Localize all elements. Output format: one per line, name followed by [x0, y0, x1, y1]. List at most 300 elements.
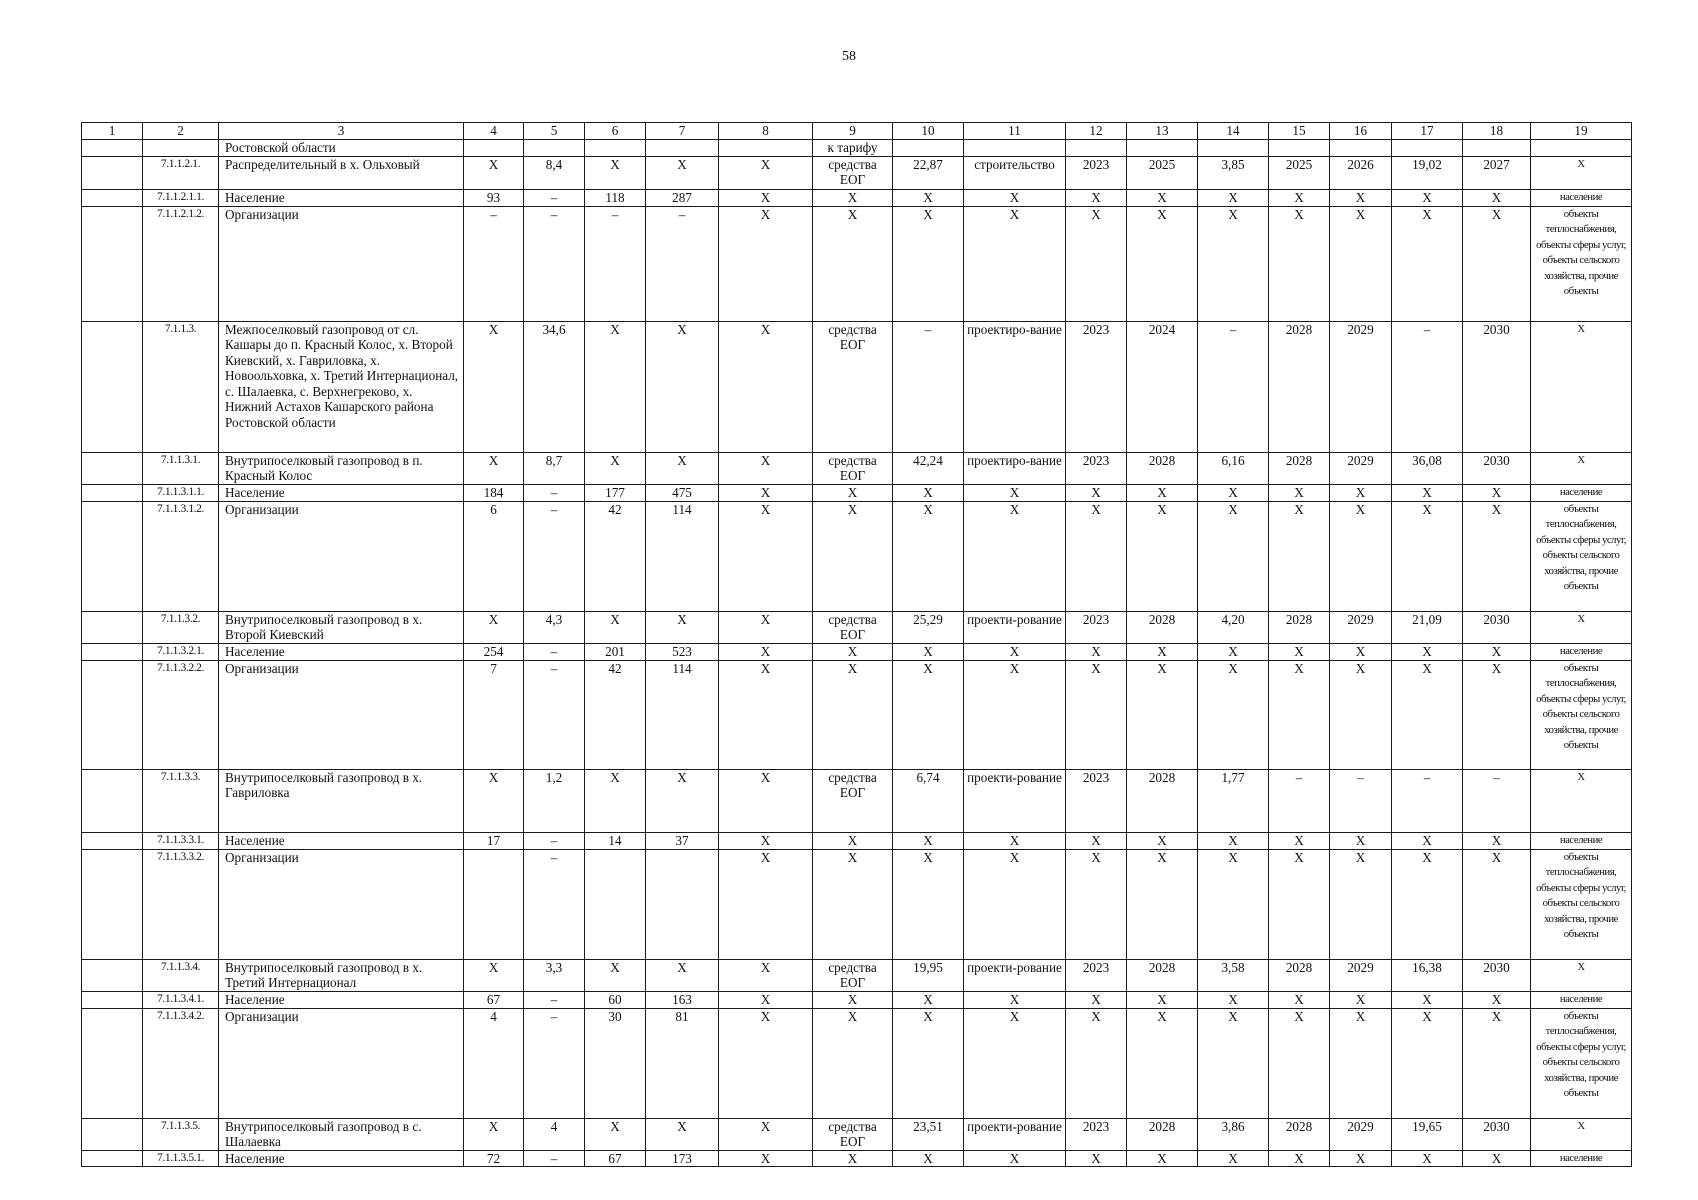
table-cell: X: [719, 959, 813, 991]
table-cell: [143, 139, 219, 156]
table-cell: Внутрипоселковый газопровод в х. Второй Киевский: [219, 611, 464, 643]
table-cell: средства ЕОГ: [813, 452, 893, 484]
table-cell: [1198, 139, 1269, 156]
table-cell: [82, 1008, 143, 1118]
table-cell: –: [524, 484, 585, 501]
table-cell: Организации: [219, 660, 464, 769]
table-row: [82, 611, 1632, 643]
gas-pipeline-table: [81, 122, 1632, 1167]
table-cell: X: [1066, 189, 1127, 206]
table-cell: население: [1531, 189, 1632, 206]
table-cell: X: [719, 501, 813, 611]
table-cell: X: [1198, 832, 1269, 849]
table-cell: средства ЕОГ: [813, 321, 893, 452]
table-cell: X: [719, 1008, 813, 1118]
table-cell: 3,86: [1198, 1118, 1269, 1150]
table-cell: 81: [646, 1008, 719, 1118]
table-cell: –: [524, 1008, 585, 1118]
column-header-9: 9: [813, 123, 893, 140]
table-cell: 201: [585, 643, 646, 660]
table-cell: 2028: [1269, 321, 1330, 452]
table-cell: 2023: [1066, 452, 1127, 484]
table-cell: X: [1066, 991, 1127, 1008]
column-header-13: 13: [1127, 123, 1198, 140]
table-cell: X: [719, 991, 813, 1008]
table-cell: 37: [646, 832, 719, 849]
table-cell: 2029: [1330, 959, 1392, 991]
table-cell: X: [964, 206, 1066, 321]
table-cell: X: [1066, 660, 1127, 769]
table-cell: 2023: [1066, 959, 1127, 991]
table-cell: 25,29: [893, 611, 964, 643]
table-cell: X: [813, 189, 893, 206]
table-cell: X: [1392, 484, 1463, 501]
table-cell: Население: [219, 991, 464, 1008]
table-cell: 6,74: [893, 769, 964, 832]
column-header-15: 15: [1269, 123, 1330, 140]
table-cell: X: [1198, 643, 1269, 660]
table-cell: 2030: [1463, 321, 1531, 452]
table-cell: 3,85: [1198, 156, 1269, 189]
table-cell: [82, 991, 143, 1008]
table-cell: 7.1.1.3.1.1.: [143, 484, 219, 501]
table-cell: X: [719, 643, 813, 660]
table-cell: [82, 1150, 143, 1167]
table-cell: X: [1066, 501, 1127, 611]
table-cell: X: [646, 156, 719, 189]
table-cell: [646, 139, 719, 156]
table-cell: 14: [585, 832, 646, 849]
header-row: [82, 123, 1632, 140]
table-cell: 2023: [1066, 156, 1127, 189]
table-cell: X: [719, 832, 813, 849]
table-cell: 21,09: [1392, 611, 1463, 643]
table-cell: средства ЕОГ: [813, 769, 893, 832]
column-header-7: 7: [646, 123, 719, 140]
table-cell: X: [1330, 991, 1392, 1008]
table-cell: X: [1392, 501, 1463, 611]
table-cell: 173: [646, 1150, 719, 1167]
table-cell: –: [1269, 769, 1330, 832]
table-cell: 19,95: [893, 959, 964, 991]
table-cell: X: [1463, 849, 1531, 959]
table-cell: X: [464, 321, 524, 452]
table-cell: X: [1066, 1008, 1127, 1118]
table-cell: X: [1198, 991, 1269, 1008]
table-cell: [82, 660, 143, 769]
table-cell: население: [1531, 484, 1632, 501]
table-cell: X: [964, 1150, 1066, 1167]
table-cell: X: [1198, 1150, 1269, 1167]
table-cell: 7.1.1.2.1.2.: [143, 206, 219, 321]
table-cell: [1330, 139, 1392, 156]
table-cell: X: [1127, 1008, 1198, 1118]
table-cell: X: [813, 643, 893, 660]
table-cell: 7.1.1.3.5.1.: [143, 1150, 219, 1167]
table-cell: 7.1.1.3.3.: [143, 769, 219, 832]
table-cell: 2028: [1127, 769, 1198, 832]
table-cell: население: [1531, 643, 1632, 660]
table-cell: X: [964, 1008, 1066, 1118]
table-cell: X: [1463, 1150, 1531, 1167]
table-cell: X: [893, 991, 964, 1008]
table-cell: 93: [464, 189, 524, 206]
table-cell: 7.1.1.2.1.1.: [143, 189, 219, 206]
table-cell: X: [1463, 832, 1531, 849]
table-cell: X: [893, 643, 964, 660]
table-cell: 2030: [1463, 452, 1531, 484]
table-cell: X: [585, 1118, 646, 1150]
table-cell: Население: [219, 1150, 464, 1167]
table-cell: 2028: [1127, 959, 1198, 991]
table-row: [82, 501, 1632, 611]
table-cell: X: [1269, 189, 1330, 206]
table-cell: [646, 849, 719, 959]
table-cell: X: [464, 959, 524, 991]
column-header-5: 5: [524, 123, 585, 140]
table-cell: 19,65: [1392, 1118, 1463, 1150]
table-cell: [585, 849, 646, 959]
table-cell: 19,02: [1392, 156, 1463, 189]
column-header-10: 10: [893, 123, 964, 140]
table-cell: X: [893, 660, 964, 769]
table-cell: X: [1198, 1008, 1269, 1118]
table-cell: X: [1198, 189, 1269, 206]
table-cell: [719, 139, 813, 156]
table-cell: –: [585, 206, 646, 321]
table-cell: X: [585, 156, 646, 189]
table-cell: X: [1269, 1150, 1330, 1167]
table-cell: 67: [464, 991, 524, 1008]
table-cell: X: [1198, 501, 1269, 611]
table-cell: 2024: [1127, 321, 1198, 452]
table-cell: Население: [219, 643, 464, 660]
table-cell: объекты теплоснабжения, объекты сферы услуг, объекты сельского хозяйства, прочие объекты: [1531, 501, 1632, 611]
column-header-2: 2: [143, 123, 219, 140]
table-cell: X: [1127, 991, 1198, 1008]
table-cell: 7.1.1.2.1.: [143, 156, 219, 189]
table-cell: X: [1330, 501, 1392, 611]
table-cell: 2030: [1463, 959, 1531, 991]
table-row: [82, 991, 1632, 1008]
table-cell: X: [1531, 611, 1632, 643]
table-cell: X: [464, 611, 524, 643]
table-cell: X: [964, 660, 1066, 769]
table-cell: X: [1269, 991, 1330, 1008]
table-cell: Население: [219, 189, 464, 206]
table-cell: X: [1066, 206, 1127, 321]
table-cell: X: [719, 156, 813, 189]
table-cell: X: [813, 484, 893, 501]
table-cell: X: [1392, 849, 1463, 959]
table-cell: 7.1.1.3.5.: [143, 1118, 219, 1150]
table-cell: X: [1127, 206, 1198, 321]
table-cell: X: [1392, 660, 1463, 769]
table-cell: X: [1463, 189, 1531, 206]
table-cell: X: [1269, 832, 1330, 849]
table-cell: X: [719, 660, 813, 769]
table-row: [82, 959, 1632, 991]
table-cell: 16,38: [1392, 959, 1463, 991]
table-cell: Внутрипоселковый газопровод в с. Шалаевка: [219, 1118, 464, 1150]
table-cell: 2028: [1127, 611, 1198, 643]
table-cell: X: [585, 452, 646, 484]
table-cell: X: [719, 321, 813, 452]
table-cell: 2023: [1066, 611, 1127, 643]
table-cell: X: [1066, 484, 1127, 501]
table-cell: Население: [219, 832, 464, 849]
table-cell: X: [893, 1008, 964, 1118]
table-cell: –: [524, 849, 585, 959]
table-cell: Ростовской области: [219, 139, 464, 156]
table-row: [82, 484, 1632, 501]
table-cell: объекты теплоснабжения, объекты сферы услуг, объекты сельского хозяйства, прочие объекты: [1531, 849, 1632, 959]
table-row: [82, 321, 1632, 452]
table-cell: объекты теплоснабжения, объекты сферы услуг, объекты сельского хозяйства, прочие объекты: [1531, 660, 1632, 769]
table-cell: 523: [646, 643, 719, 660]
table-cell: X: [1392, 189, 1463, 206]
table-cell: 2023: [1066, 1118, 1127, 1150]
table-cell: объекты теплоснабжения, объекты сферы услуг, объекты сельского хозяйства, прочие объекты: [1531, 206, 1632, 321]
table-cell: проекти-рование: [964, 1118, 1066, 1150]
table-cell: 2028: [1127, 452, 1198, 484]
table-cell: X: [1127, 832, 1198, 849]
table-cell: средства ЕОГ: [813, 959, 893, 991]
table-cell: 7: [464, 660, 524, 769]
table-cell: X: [464, 1118, 524, 1150]
table-cell: X: [646, 321, 719, 452]
table-cell: X: [964, 991, 1066, 1008]
table-cell: Организации: [219, 501, 464, 611]
table-cell: 177: [585, 484, 646, 501]
table-cell: 7.1.1.3.4.2.: [143, 1008, 219, 1118]
table-cell: X: [813, 660, 893, 769]
table-cell: X: [1127, 501, 1198, 611]
table-row: [82, 189, 1632, 206]
table-cell: [82, 156, 143, 189]
table-cell: X: [893, 501, 964, 611]
table-cell: [1127, 139, 1198, 156]
table-cell: 67: [585, 1150, 646, 1167]
table-cell: 4,3: [524, 611, 585, 643]
table-cell: X: [646, 769, 719, 832]
table-cell: 4: [524, 1118, 585, 1150]
table-cell: 7.1.1.3.3.1.: [143, 832, 219, 849]
table-cell: 2030: [1463, 1118, 1531, 1150]
table-cell: 1,2: [524, 769, 585, 832]
table-cell: 72: [464, 1150, 524, 1167]
table-cell: X: [1127, 1150, 1198, 1167]
table-cell: X: [1330, 484, 1392, 501]
table-cell: X: [1392, 1150, 1463, 1167]
table-cell: население: [1531, 832, 1632, 849]
table-cell: проектиро-вание: [964, 321, 1066, 452]
table-cell: [82, 832, 143, 849]
table-cell: 1,77: [1198, 769, 1269, 832]
table-cell: X: [813, 1150, 893, 1167]
table-cell: X: [1198, 849, 1269, 959]
table-cell: X: [1269, 643, 1330, 660]
table-cell: X: [1269, 1008, 1330, 1118]
table-cell: X: [964, 501, 1066, 611]
table-row: [82, 1008, 1632, 1118]
table-cell: X: [719, 484, 813, 501]
table-cell: 118: [585, 189, 646, 206]
table-cell: X: [1463, 484, 1531, 501]
table-row: [82, 452, 1632, 484]
table-cell: 2028: [1269, 1118, 1330, 1150]
table-cell: X: [1463, 643, 1531, 660]
table-cell: X: [585, 959, 646, 991]
table-cell: X: [1127, 849, 1198, 959]
table-cell: 7.1.1.3.4.: [143, 959, 219, 991]
table-cell: X: [1198, 484, 1269, 501]
table-cell: 6,16: [1198, 452, 1269, 484]
table-cell: X: [964, 484, 1066, 501]
table-cell: [82, 849, 143, 959]
table-cell: строительство: [964, 156, 1066, 189]
table-cell: X: [1330, 1150, 1392, 1167]
table-cell: –: [1392, 769, 1463, 832]
table-cell: Организации: [219, 849, 464, 959]
table-row: [82, 156, 1632, 189]
table-cell: 6: [464, 501, 524, 611]
table-cell: [82, 643, 143, 660]
table-cell: 2028: [1127, 1118, 1198, 1150]
table-cell: X: [464, 156, 524, 189]
table-cell: [585, 139, 646, 156]
table-cell: [82, 139, 143, 156]
table-cell: X: [813, 832, 893, 849]
table-cell: –: [524, 189, 585, 206]
table-cell: 2028: [1269, 452, 1330, 484]
table-cell: 36,08: [1392, 452, 1463, 484]
table-cell: Внутрипоселковый газопровод в х. Третий Интернационал: [219, 959, 464, 991]
table-cell: X: [1531, 321, 1632, 452]
table-cell: проекти-рование: [964, 611, 1066, 643]
table-cell: [893, 139, 964, 156]
table-cell: проектиро-вание: [964, 452, 1066, 484]
table-cell: X: [964, 643, 1066, 660]
table-cell: X: [813, 1008, 893, 1118]
column-header-16: 16: [1330, 123, 1392, 140]
table-cell: X: [646, 611, 719, 643]
table-cell: X: [585, 321, 646, 452]
table-cell: 2025: [1269, 156, 1330, 189]
table-cell: X: [1330, 206, 1392, 321]
table-cell: X: [1066, 832, 1127, 849]
table-cell: X: [1392, 643, 1463, 660]
table-cell: –: [524, 660, 585, 769]
table-cell: [82, 611, 143, 643]
table-cell: [464, 849, 524, 959]
column-header-6: 6: [585, 123, 646, 140]
table-cell: 7.1.1.3.2.1.: [143, 643, 219, 660]
table-cell: 42: [585, 501, 646, 611]
table-cell: [464, 139, 524, 156]
table-cell: 34,6: [524, 321, 585, 452]
table-cell: 42,24: [893, 452, 964, 484]
table-cell: X: [1330, 849, 1392, 959]
table-cell: –: [646, 206, 719, 321]
table-cell: X: [1463, 660, 1531, 769]
table-cell: X: [1330, 189, 1392, 206]
table-row: [82, 206, 1632, 321]
table-cell: [82, 484, 143, 501]
table-cell: –: [524, 206, 585, 321]
table-cell: [1269, 139, 1330, 156]
table-cell: X: [813, 206, 893, 321]
table-cell: 2025: [1127, 156, 1198, 189]
table-cell: 22,87: [893, 156, 964, 189]
table-cell: X: [719, 206, 813, 321]
table-cell: X: [646, 959, 719, 991]
table-cell: X: [1531, 1118, 1632, 1150]
table-cell: 2023: [1066, 321, 1127, 452]
table-cell: X: [1531, 769, 1632, 832]
table-cell: [82, 501, 143, 611]
table-cell: 114: [646, 501, 719, 611]
table-cell: [1531, 139, 1632, 156]
table-row: [82, 769, 1632, 832]
table-row: [82, 660, 1632, 769]
table-cell: X: [893, 849, 964, 959]
table-cell: X: [646, 1118, 719, 1150]
table-cell: [1066, 139, 1127, 156]
table-cell: 30: [585, 1008, 646, 1118]
table-cell: –: [893, 321, 964, 452]
table-cell: X: [719, 1118, 813, 1150]
table-cell: –: [1463, 769, 1531, 832]
column-header-12: 12: [1066, 123, 1127, 140]
column-header-17: 17: [1392, 123, 1463, 140]
table-cell: X: [719, 849, 813, 959]
table-cell: 2023: [1066, 769, 1127, 832]
table-cell: проекти-рование: [964, 769, 1066, 832]
page-number: 58: [842, 49, 856, 64]
table-cell: 7.1.1.3.2.: [143, 611, 219, 643]
table-cell: –: [524, 991, 585, 1008]
table-cell: X: [893, 1150, 964, 1167]
table-cell: X: [585, 611, 646, 643]
table-cell: 163: [646, 991, 719, 1008]
table-cell: X: [1531, 156, 1632, 189]
table-row: [82, 1150, 1632, 1167]
table-cell: X: [1198, 206, 1269, 321]
table-cell: 7.1.1.3.1.: [143, 452, 219, 484]
table-cell: X: [1269, 660, 1330, 769]
table-cell: 2029: [1330, 452, 1392, 484]
table-cell: [524, 139, 585, 156]
table-cell: –: [524, 832, 585, 849]
table-cell: X: [1392, 1008, 1463, 1118]
table-cell: 42: [585, 660, 646, 769]
table-cell: 2029: [1330, 1118, 1392, 1150]
table-cell: X: [719, 769, 813, 832]
table-cell: X: [1066, 1150, 1127, 1167]
table-cell: 2028: [1269, 611, 1330, 643]
table-cell: 3,58: [1198, 959, 1269, 991]
table-cell: 23,51: [893, 1118, 964, 1150]
table-cell: 2030: [1463, 611, 1531, 643]
table-cell: [82, 206, 143, 321]
table-cell: X: [893, 832, 964, 849]
table-cell: X: [1463, 991, 1531, 1008]
table-cell: [82, 452, 143, 484]
table-cell: [82, 769, 143, 832]
table-cell: X: [813, 849, 893, 959]
table-row: [82, 1118, 1632, 1150]
